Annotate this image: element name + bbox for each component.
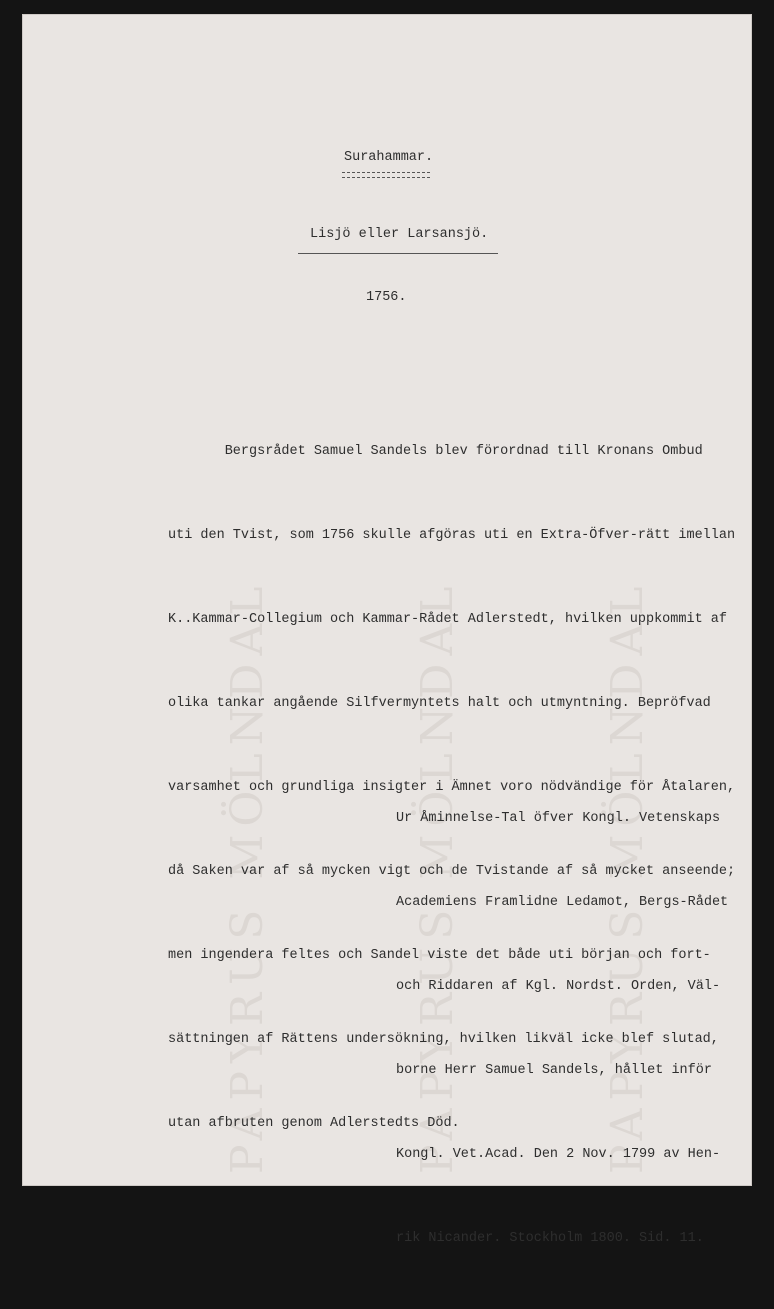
citation-line: Ur Åminnelse-Tal öfver Kongl. Vetenskaps xyxy=(396,811,721,826)
body-line: men ingendera feltes och Sandel viste det både uti början och fort- xyxy=(168,948,711,963)
body-line: uti den Tvist, som 1756 skulle afgöras uti en Extra-Öfver-rätt imellan xyxy=(168,528,736,543)
watermark: PAPYRUS MÖLNDAL xyxy=(222,578,273,1174)
body-line: olika tankar angående Silfvermyntets halt och utmyntning. Bepröfvad xyxy=(168,696,711,711)
page-heading: Surahammar. xyxy=(344,150,434,165)
body-line: K..Kammar-Collegium och Kammar-Rådet Adlerstedt, hvilken uppkommit af xyxy=(168,612,727,627)
document-page xyxy=(22,14,752,1246)
citation-line: borne Herr Samuel Sandels, hållet inför xyxy=(396,1063,712,1078)
body-line: då Saken var af så mycken vigt och de Tvistande af så mycket anseende; xyxy=(168,864,736,879)
citation-line: Kongl. Vet.Acad. Den 2 Nov. 1799 av Hen- xyxy=(396,1147,721,1162)
watermark: PAPYRUS MÖLNDAL xyxy=(412,578,463,1174)
heading-double-underline xyxy=(342,172,430,178)
body-line: utan afbruten genom Adlerstedts Död. xyxy=(168,1116,460,1131)
body-line: varsamhet och grundliga insigter i Ämnet voro nödvändige för Åtalaren, xyxy=(168,780,736,795)
body-line: sättningen af Rättens undersökning, hvilken likväl icke blef slutad, xyxy=(168,1032,719,1047)
watermark: PAPYRUS MÖLNDAL xyxy=(602,578,653,1174)
body-line: Bergsrådet Samuel Sandels blev förordnad till Kronans Ombud xyxy=(168,444,703,459)
source-citation xyxy=(396,749,728,1309)
citation-line: rik Nicander. Stockholm 1800. Sid. 11. xyxy=(396,1231,704,1246)
page-subtitle: Lisjö eller Larsansjö. xyxy=(310,227,489,242)
citation-line: Academiens Framlidne Ledamot, Bergs-Rådet xyxy=(396,895,729,910)
year-label: 1756. xyxy=(366,290,407,305)
subtitle-underline xyxy=(298,253,498,254)
citation-line: och Riddaren af Kgl. Nordst. Orden, Väl- xyxy=(396,979,721,994)
